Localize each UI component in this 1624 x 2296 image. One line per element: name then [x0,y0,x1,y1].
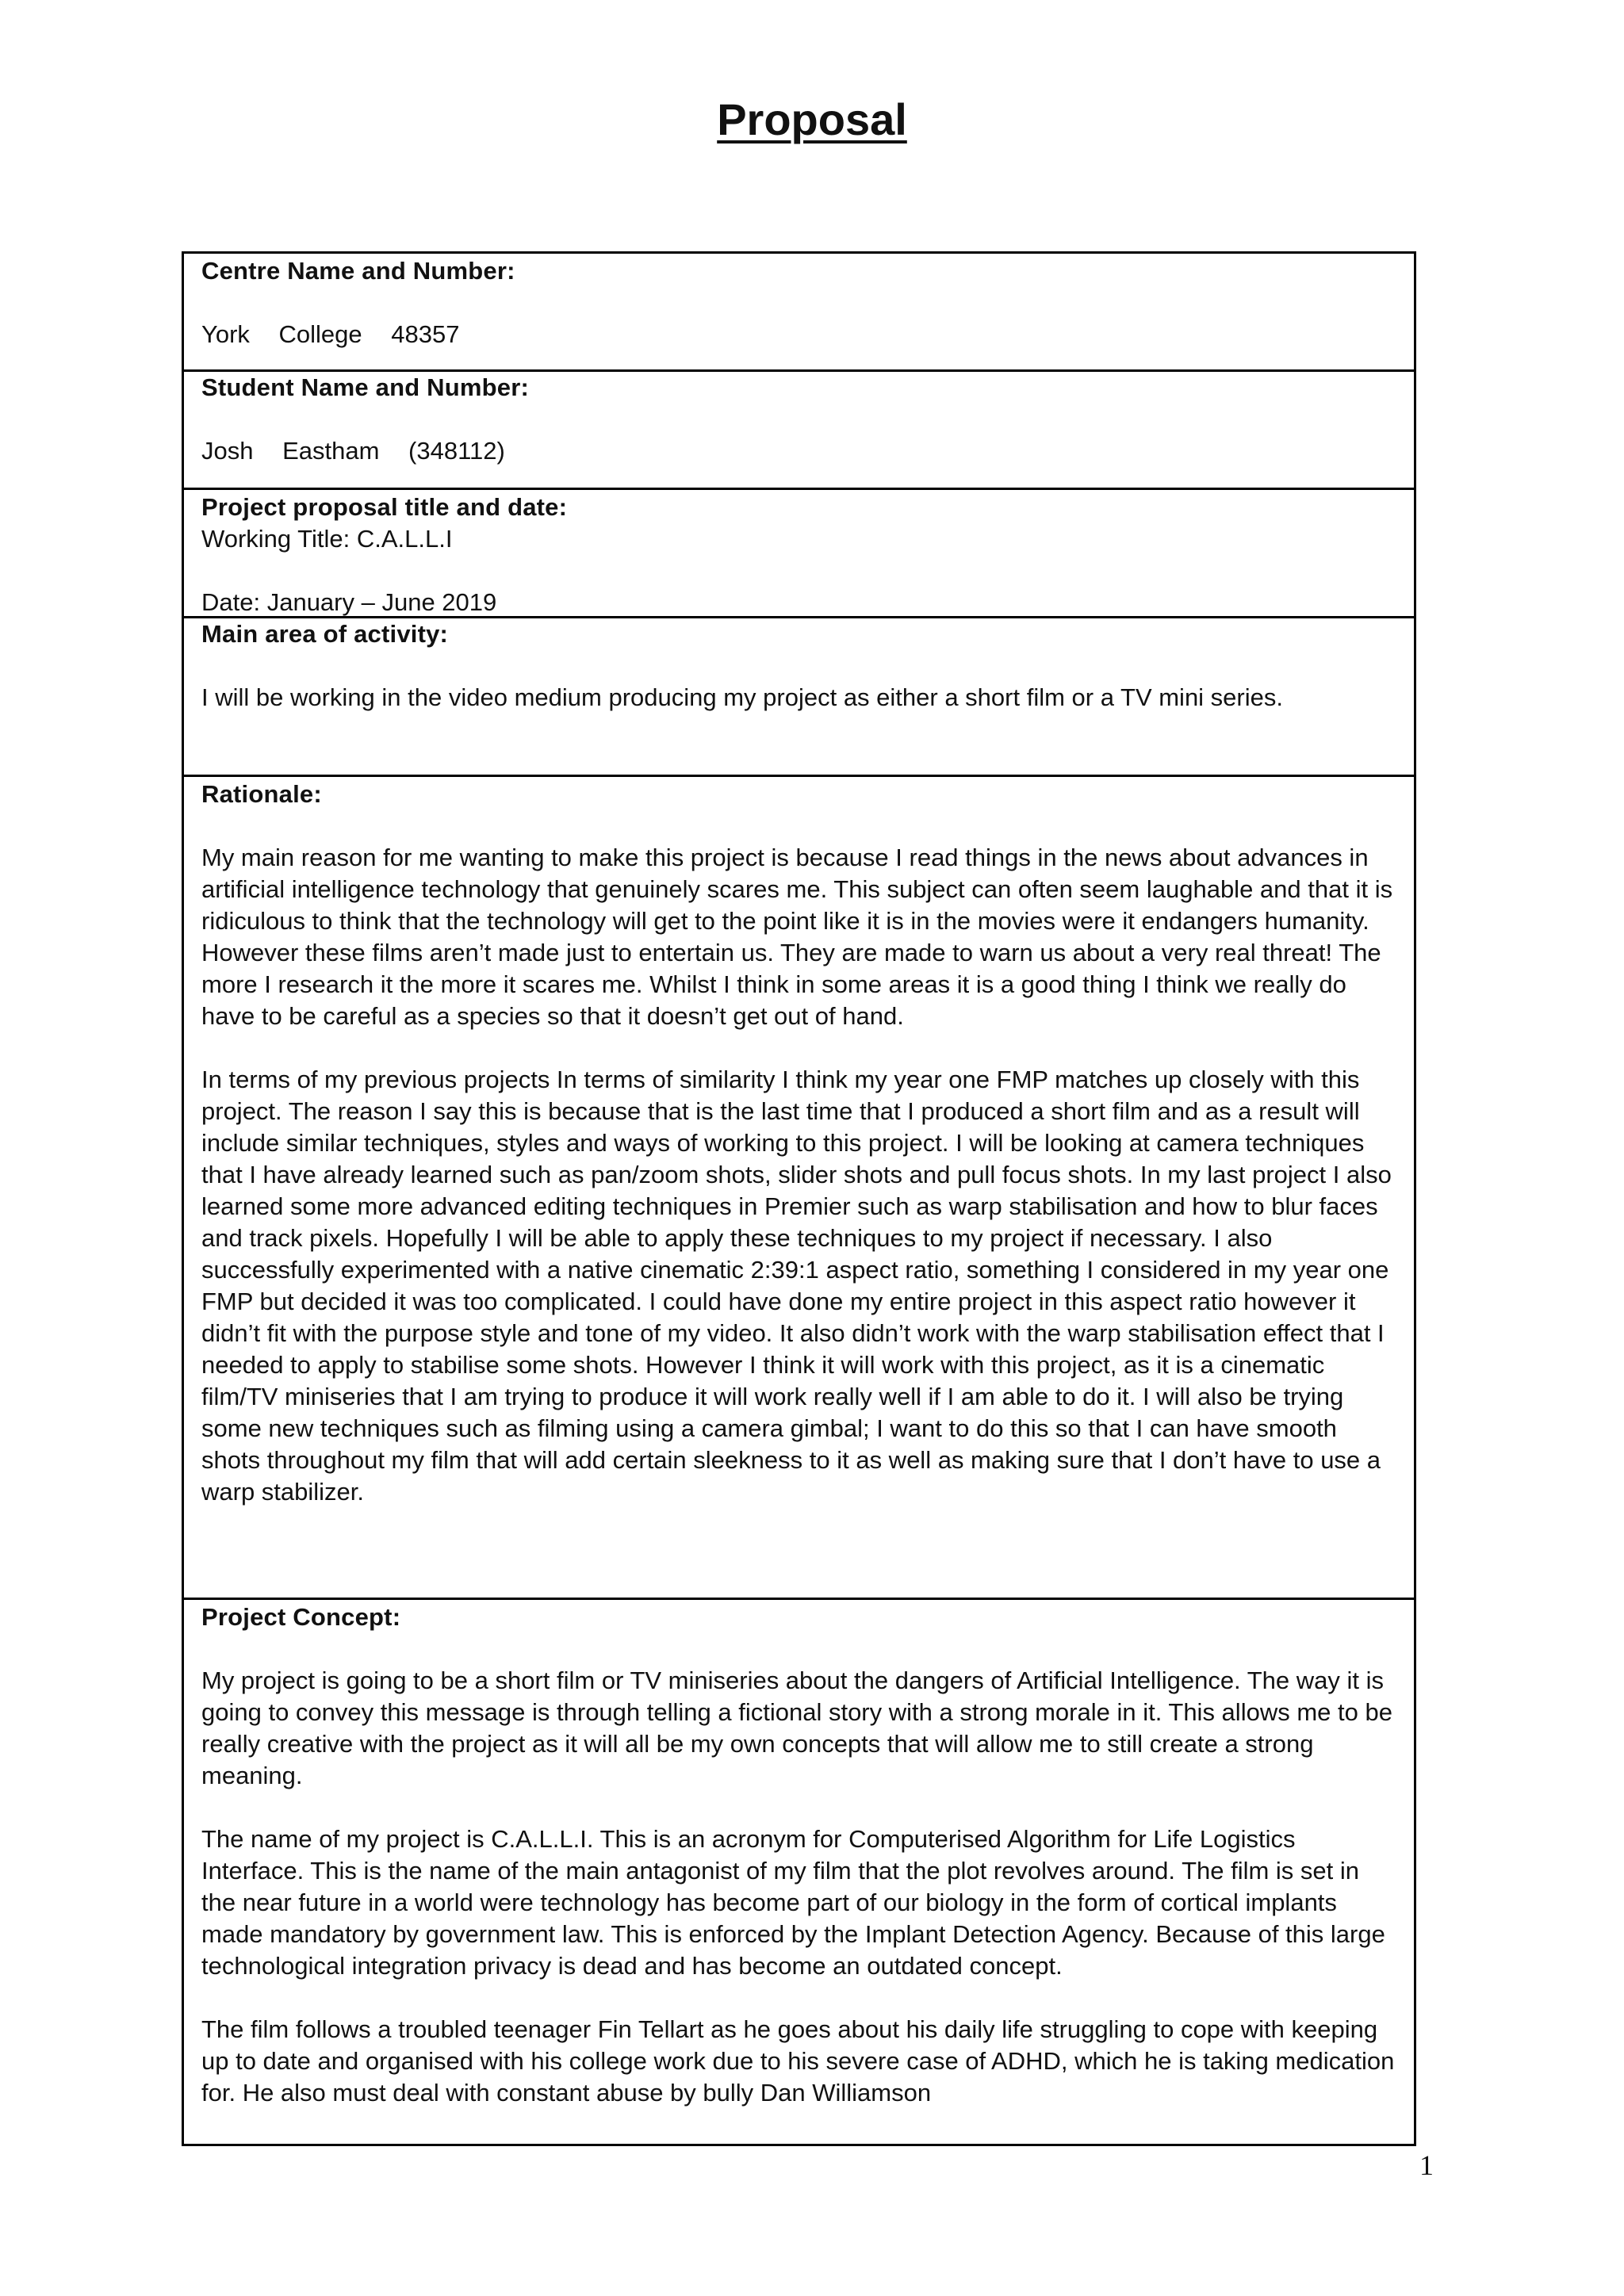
centre-value: York College 48357 [201,320,460,348]
concept-paragraph-2: The name of my project is C.A.L.L.I. This is an acronym for Computerised Algorithm for Life Logistics Interface. This is the name of the main antagonist of my film that the plot revolves around. The film is set in the near future in a world were technology has become part of our biology in the form of cortical implants made mandatory by government law. This is enforced by the Implant Detection Agency. Because of this large technological integration privacy is dead and has become an outdated concept. [201,1825,1385,1980]
concept-label: Project Concept: [201,1603,401,1631]
centre-label: Centre Name and Number: [201,257,515,285]
project-title-label: Project proposal title and date: [201,493,568,521]
main-activity-text: I will be working in the video medium producing my project as either a short film or a TV mini series. [201,683,1283,711]
project-date: Date: January – June 2019 [201,588,497,616]
project-title-section [184,488,1414,616]
working-title: Working Title: C.A.L.L.I [201,525,453,553]
rationale-paragraph-1: My main reason for me wanting to make this project is because I read things in the news about advances in artificial intelligence technology that genuinely scares me. This subject can often seem laughable and that it is ridiculous to think that the technology will get to the point like it is in the movies were it endangers humanity. However these films aren’t made just to entertain us. They are made to warn us about a very real threat! The more I research it the more it scares me. Whilst I think in some areas it is a good thing I think we really do have to be careful as a species so that it doesn’t get out of hand. [201,844,1393,1030]
concept-paragraph-1: My project is going to be a short film or TV miniseries about the dangers of Artificial Intelligence. The way it is going to convey this message is through telling a fictional story with a strong morale in it. This allows me to be really creative with the project as it will all be my own concepts that will allow me to still create a strong meaning. [201,1667,1392,1789]
page-number: 1 [1419,2149,1434,2181]
rationale-section [184,775,1414,1598]
rationale-paragraph-2: In terms of my previous projects In terms of similarity I think my year one FMP matches up closely with this project. The reason I say this is because that is the last time that I produced a short film and as a result will include similar techniques, styles and ways of working to this project. I will be looking at camera techniques that I have already learned such as pan/zoom shots, slider shots and pull focus shots. In my last project I also learned some more advanced editing techniques in Premier such as warp stabilisation and how to blur faces and track pixels. Hopefully I will be able to apply these techniques to my project if necessary. I also successfully experimented with a native cinematic 2:39:1 aspect ratio, something I considered in my year one FMP but decided it was too complicated. I could have done my entire project in this aspect ratio however it didn’t fit with the purpose style and tone of my video. It also didn’t work with the warp stabilisation effect that I needed to apply to stabilise some shots. However I think it will work with this project, as it is a cinematic film/TV miniseries that I am trying to produce it will work really well if I am able to do it. I will also be trying some new techniques such as filming using a camera gimbal; I want to do this so that I can have smooth shots throughout my film that will add certain sleekness to it as well as making sure that I don’t have to use a warp stabilizer. [201,1066,1392,1506]
concept-paragraph-3: The film follows a troubled teenager Fin Tellart as he goes about his daily life struggling to cope with keeping up to date and organised with his college work due to his severe case of ADHD, which he is taking medication for. He also must deal with constant abuse by bully Dan Williamson [201,2015,1395,2107]
centre-section [184,254,1414,369]
main-activity-section [184,616,1414,775]
rationale-label: Rationale: [201,780,322,808]
main-activity-label: Main area of activity: [201,620,449,648]
student-value: Josh Eastham (348112) [201,437,505,465]
proposal-form [182,251,1416,2146]
page-title: Proposal [717,94,907,144]
student-section [184,369,1414,488]
concept-section [184,1598,1414,2146]
student-label: Student Name and Number: [201,373,530,401]
